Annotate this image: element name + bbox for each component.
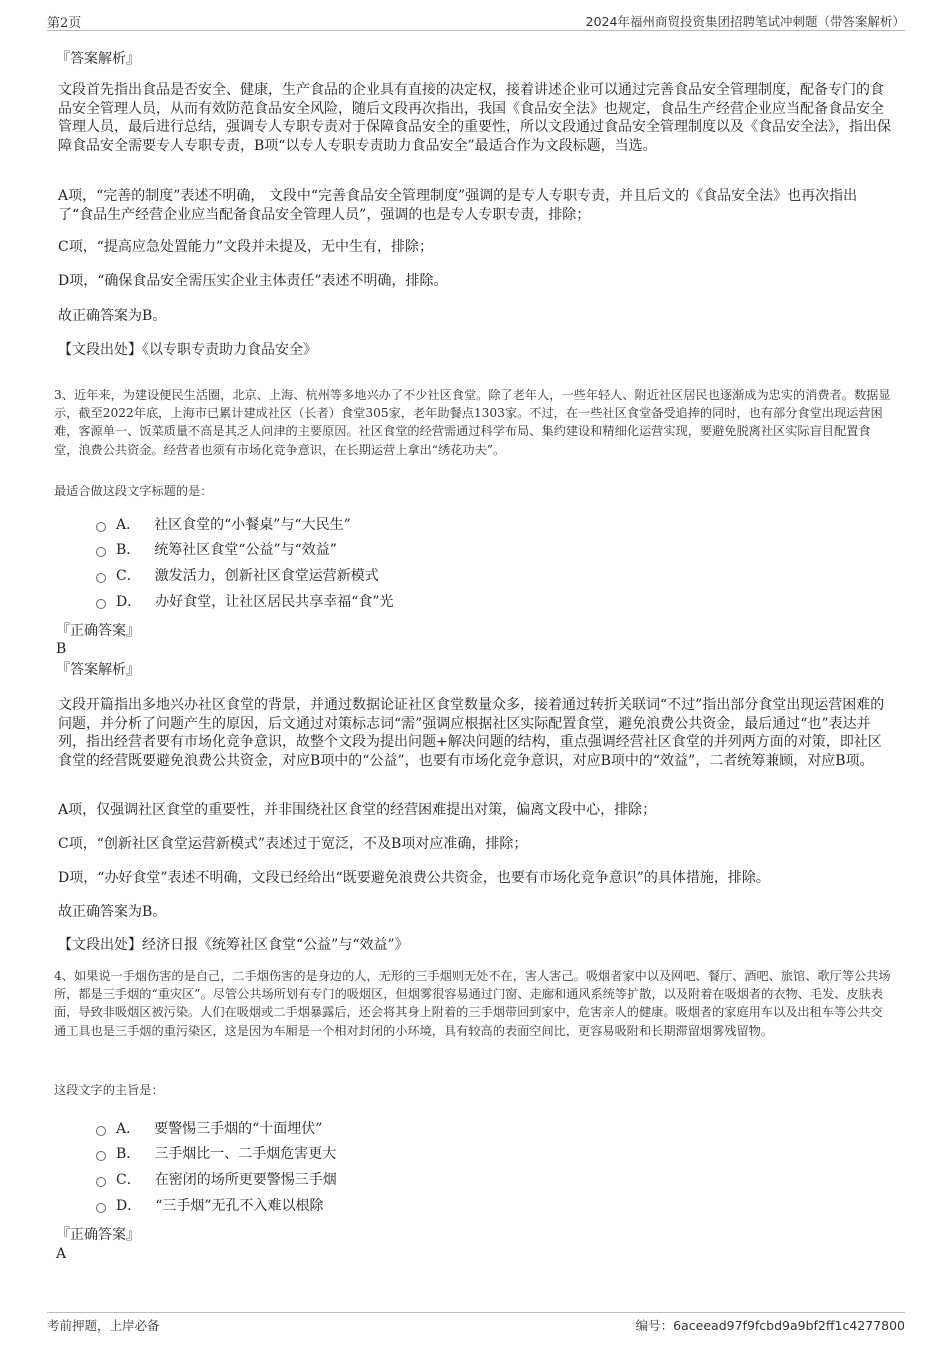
- analysis-paragraph: 文段开篇指出多地兴办社区食堂的背景，并通过数据论证社区食堂数量众多，接着通过转折关联词“不过”指出部分食堂出现运营困难的问题，并分析了问题产生的原因，后文通过对策标志词“需”强调应根据社区实际配置食堂，避免浪费公共资金，最后通过“也”表达并列，指出经营者要有市场化竞争意识，故整个文段为提出问题+解决问题的结构，重点强调经营社区食堂的并列两方面的对策，即社区食堂的经营既要避免浪费公共资金，对应B项中的“公益”，也要有市场化竞争意识，对应B项中的“效益”，二者统筹兼顾，对应B项。: [58, 697, 885, 769]
- question-3-prompt: 最适合做这段文字标题的是：: [54, 484, 213, 498]
- question-4-stem: 4、如果说一手烟伤害的是自己，二手烟伤害的是身边的人，无形的三手烟则无处不在，害人害己。吸烟者家中以及网吧、餐厅、酒吧、旅馆、歌厅等公共场所，都是三手烟的“重灾区”。尽管公共场所划有专门的吸烟区，但烟雾很容易通过门窗、走廊和通风系统等扩散，以及附着在吸烟者的衣物、毛发、皮肤表面，导致非吸烟区被污染。人们在吸烟或二手烟暴露后，还会将其身上附着的三手烟带回到家中，危害亲人的健康。吸烟者的家庭用车以及出租车等公共交通工具也是三手烟的重污染区，这是因为车厢是一个相对封闭的小环境，具有较高的表面空间比，更容易吸附和长期滞留烟雾残留物。: [54, 969, 891, 1038]
- source-citation: 【文段出处】经济日报《统筹社区食堂“公益”与“效益”》: [58, 937, 409, 953]
- question-4-option-b[interactable]: B． 三手烟比一、二手烟危害更大: [96, 1144, 336, 1164]
- radio-icon[interactable]: [96, 599, 106, 609]
- analysis-paragraph: 文段首先指出食品是否安全、健康，生产食品的企业具有直接的决定权，接着讲述企业可以通过完善食品安全管理制度，配备专门的食品安全管理人员，从而有效防范食品安全风险，随后文段再次指出，我国《食品安全法》也规定，食品生产经营企业应当配备食品安全管理人员，最后进行总结，强调专人专职专责对于保障食品安全的重要性，所以文段通过食品安全管理制度以及《食品安全法》，指出保障食品安全需要专人专职专责，B项“以专人专职专责助力食品安全”最适合作为文段标题，当选。: [58, 82, 891, 154]
- page-footer: [47, 1312, 905, 1333]
- analysis-label: 『答案解析』: [56, 662, 140, 678]
- footer-slogan: 考前押题，上岸必备: [47, 1318, 160, 1333]
- radio-icon[interactable]: [96, 1126, 106, 1136]
- answer-label: 『正确答案』: [56, 623, 140, 639]
- question-3-option-c[interactable]: C． 激发活力，创新社区食堂运营新模式: [96, 566, 379, 586]
- question-3-stem: 3、近年来，为建设便民生活圈，北京、上海、杭州等多地兴办了不少社区食堂。除了老年人，一些年轻人、附近社区居民也逐渐成为忠实的消费者。数据显示，截至2022年底，上海市已累计建成社区（长者）食堂305家，老年助餐点1303家。不过，在一些社区食堂备受追捧的同时，也有部分食堂出现运营困难，客源单一、饭菜质量不高是其乏人问津的主要原因。社区食堂的经营需通过科学布局、集约建设和精细化运营实现，要避免脱离社区实际盲目配置食堂，浪费公共资金。经营者也须有市场化竞争意识，在长期运营上拿出“绣花功夫”。: [54, 388, 891, 457]
- radio-icon[interactable]: [96, 522, 106, 532]
- question-3-option-d[interactable]: D． 办好食堂，让社区居民共享幸福“食”光: [96, 592, 394, 612]
- analysis-option-a: A项，仅强调社区食堂的重要性，并非围绕社区食堂的经营困难提出对策，偏离文段中心，排除；: [58, 802, 657, 818]
- question-4-option-a[interactable]: A． 要警惕三手烟的“十面埋伏”: [96, 1119, 322, 1139]
- radio-icon[interactable]: [96, 547, 106, 557]
- analysis-option-d: D项，“确保食品安全需压实企业主体责任”表述不明确，排除。: [58, 273, 448, 289]
- radio-icon[interactable]: [96, 1151, 106, 1161]
- question-3-option-a[interactable]: A． 社区食堂的“小餐桌”与“大民生”: [96, 515, 351, 535]
- answer-label: 『正确答案』: [56, 1227, 140, 1243]
- radio-icon[interactable]: [96, 573, 106, 583]
- radio-icon[interactable]: [96, 1177, 106, 1187]
- analysis-option-a: A项，“完善的制度”表述不明确， 文段中“完善食品安全管理制度”强调的是专人专职专责，并且后文的《食品安全法》也再次指出了“食品生产经营企业应当配备食品安全管理人员”，强调的也是专人专职专责，排除；: [58, 188, 858, 223]
- question-4-prompt: 这段文字的主旨是：: [54, 1083, 164, 1097]
- source-citation: 【文段出处】《以专职专责助力食品安全》: [58, 342, 317, 358]
- page-header: [47, 10, 905, 31]
- analysis-label: 『答案解析』: [56, 51, 140, 67]
- page-number: 第2页: [47, 16, 82, 31]
- analysis-conclusion: 故正确答案为B。: [58, 308, 167, 324]
- radio-icon[interactable]: [96, 1203, 106, 1213]
- question-3-option-b[interactable]: B． 统筹社区食堂“公益”与“效益”: [96, 540, 337, 560]
- analysis-conclusion: 故正确答案为B。: [58, 904, 167, 920]
- analysis-option-d: D项，“办好食堂”表述不明确，文段已经给出“既要避免浪费公共资金，也要有市场化竞争意识”的具体措施，排除。: [58, 870, 770, 886]
- question-4-option-c[interactable]: C． 在密闭的场所更要警惕三手烟: [96, 1170, 337, 1190]
- question-4-option-d[interactable]: D． “三手烟”无孔不入难以根除: [96, 1196, 324, 1216]
- analysis-option-c: C项，“创新社区食堂运营新模式”表述过于宽泛，不及B项对应准确，排除；: [58, 836, 528, 852]
- document-title: 2024年福州商贸投资集团招聘笔试冲刺题（带答案解析）: [585, 14, 905, 29]
- answer-value: A: [56, 1246, 67, 1262]
- analysis-option-c: C项，“提高应急处置能力”文段并未提及，无中生有，排除；: [58, 239, 434, 255]
- document-id: 编号：6aceead97f9fcbd9a9bf2ff1c4277800: [635, 1318, 905, 1333]
- answer-value: B: [56, 641, 67, 657]
